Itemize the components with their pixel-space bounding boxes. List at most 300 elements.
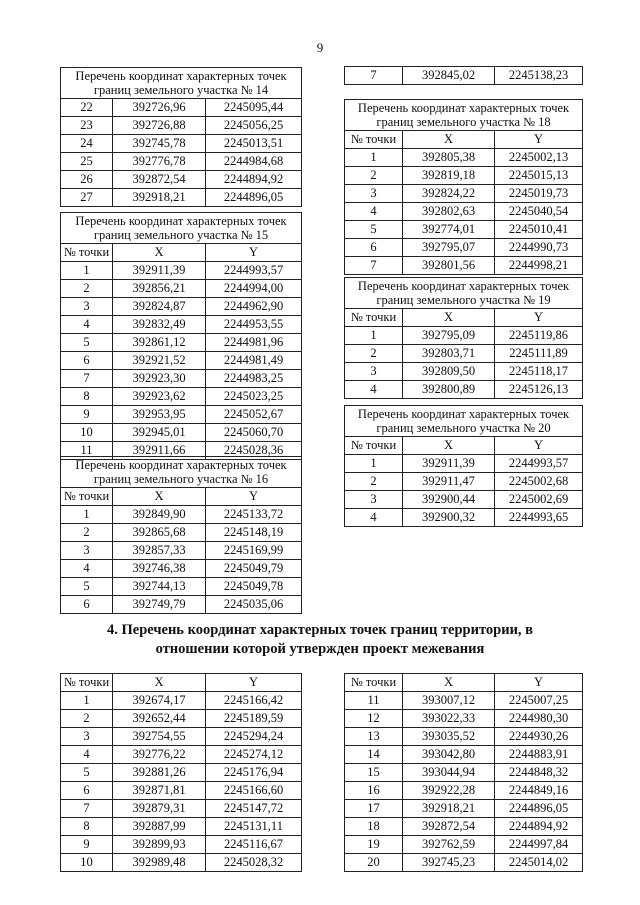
point-number: 5 — [345, 221, 403, 239]
coord-x: 392945,01 — [113, 424, 206, 442]
coord-y: 2244849,16 — [495, 782, 583, 800]
coord-y: 2245274,12 — [206, 746, 302, 764]
point-number: 5 — [61, 334, 113, 352]
point-number: 1 — [61, 262, 113, 280]
table-row — [61, 117, 302, 135]
point-number: 2 — [61, 280, 113, 298]
coord-x: 392923,62 — [113, 388, 206, 406]
table-row — [61, 800, 302, 818]
coord-y: 2245169,99 — [206, 542, 302, 560]
coord-x: 392652,44 — [113, 710, 206, 728]
table-row — [61, 506, 302, 524]
point-number: 7 — [345, 67, 403, 85]
coord-table-plot-19 — [344, 277, 583, 399]
coord-y: 2244962,90 — [206, 298, 302, 316]
table-row — [345, 203, 583, 221]
coord-y: 2244980,30 — [495, 710, 583, 728]
header-point-number: № точки — [345, 674, 403, 692]
header-x: X — [113, 244, 206, 262]
table-row — [61, 524, 302, 542]
table-row — [345, 710, 583, 728]
coord-x: 392881,26 — [113, 764, 206, 782]
coord-x: 392911,47 — [403, 473, 495, 491]
point-number: 11 — [61, 442, 113, 460]
coord-x: 392911,39 — [403, 455, 495, 473]
table-row — [61, 424, 302, 442]
table-caption-row — [345, 100, 583, 131]
coord-x: 393044,94 — [403, 764, 495, 782]
point-number: 22 — [61, 99, 113, 117]
caption-line1: Перечень координат характерных точек — [357, 101, 570, 115]
table-caption — [61, 457, 302, 488]
point-number: 7 — [61, 800, 113, 818]
caption-line1: Перечень координат характерных точек — [75, 458, 287, 472]
point-number: 8 — [61, 818, 113, 836]
header-x: X — [403, 131, 495, 149]
table-row — [61, 352, 302, 370]
coord-table-plot-16 — [60, 456, 302, 614]
section-4-heading-line2: отношении которой утвержден проект межевания — [155, 641, 485, 657]
coord-table-continued — [344, 66, 583, 85]
coord-y: 2245147,72 — [206, 800, 302, 818]
table-caption-row — [61, 213, 302, 244]
coord-table-plot-18 — [344, 99, 583, 275]
coord-y: 2244981,96 — [206, 334, 302, 352]
caption-line2: границ земельного участка № 14 — [93, 83, 269, 97]
coord-y: 2245002,13 — [495, 149, 583, 167]
coord-x: 392989,48 — [113, 854, 206, 872]
table-row — [61, 316, 302, 334]
point-number: 1 — [61, 692, 113, 710]
table-header-row — [345, 674, 583, 692]
table-row — [345, 692, 583, 710]
coord-x: 392856,21 — [113, 280, 206, 298]
table-caption — [61, 68, 302, 99]
table-row — [61, 262, 302, 280]
coord-y: 2245138,23 — [495, 67, 583, 85]
point-number: 26 — [61, 171, 113, 189]
coord-x: 392762,59 — [403, 836, 495, 854]
table-row — [61, 99, 302, 117]
table-row — [61, 189, 302, 207]
coord-x: 392845,02 — [403, 67, 495, 85]
table-row — [61, 406, 302, 424]
header-y: Y — [206, 674, 302, 692]
table-header-row — [345, 309, 583, 327]
table-row — [61, 692, 302, 710]
coord-x: 392865,68 — [113, 524, 206, 542]
table-row — [345, 746, 583, 764]
point-number: 4 — [61, 560, 113, 578]
coord-y: 2245189,59 — [206, 710, 302, 728]
coord-y: 2245014,02 — [495, 854, 583, 872]
header-x: X — [403, 309, 495, 327]
header-point-number: № точки — [345, 131, 403, 149]
table-row — [61, 746, 302, 764]
coord-y: 2244896,05 — [495, 800, 583, 818]
coord-x: 392674,17 — [113, 692, 206, 710]
header-x: X — [113, 488, 206, 506]
coord-y: 2245023,25 — [206, 388, 302, 406]
coord-x: 392744,13 — [113, 578, 206, 596]
point-number: 27 — [61, 189, 113, 207]
coord-y: 2245010,41 — [495, 221, 583, 239]
point-number: 10 — [61, 854, 113, 872]
coord-x: 392800,89 — [403, 381, 495, 399]
table-row — [61, 153, 302, 171]
table-caption — [345, 278, 583, 309]
coord-y: 2245118,17 — [495, 363, 583, 381]
caption-line1: Перечень координат характерных точек — [357, 279, 570, 293]
coord-y: 2245013,51 — [206, 135, 302, 153]
table-caption — [345, 100, 583, 131]
coord-x: 392776,22 — [113, 746, 206, 764]
table-row — [61, 782, 302, 800]
coord-y: 2245176,94 — [206, 764, 302, 782]
table-row — [61, 542, 302, 560]
coord-y: 2245002,69 — [495, 491, 583, 509]
coord-y: 2245126,13 — [495, 381, 583, 399]
coord-y: 2244930,26 — [495, 728, 583, 746]
coord-y: 2244894,92 — [206, 171, 302, 189]
table-row — [61, 298, 302, 316]
coord-y: 2244983,25 — [206, 370, 302, 388]
table-row — [345, 327, 583, 345]
table-caption-row — [345, 406, 583, 437]
coord-x: 392918,21 — [403, 800, 495, 818]
coord-y: 2245015,13 — [495, 167, 583, 185]
header-point-number: № точки — [345, 437, 403, 455]
coord-x: 392754,55 — [113, 728, 206, 746]
coord-y: 2245028,32 — [206, 854, 302, 872]
header-y: Y — [495, 309, 583, 327]
coord-x: 392953,95 — [113, 406, 206, 424]
coord-x: 392849,90 — [113, 506, 206, 524]
table-row — [345, 149, 583, 167]
coord-x: 392802,63 — [403, 203, 495, 221]
coord-y: 2244953,55 — [206, 316, 302, 334]
table-row — [345, 67, 583, 85]
coord-x: 392745,23 — [403, 854, 495, 872]
point-number: 5 — [61, 578, 113, 596]
point-number: 3 — [61, 542, 113, 560]
coord-x: 392726,96 — [113, 99, 206, 117]
coord-x: 392819,18 — [403, 167, 495, 185]
coord-y: 2245119,86 — [495, 327, 583, 345]
table-row — [61, 836, 302, 854]
table-row — [345, 728, 583, 746]
coord-y: 2245133,72 — [206, 506, 302, 524]
coord-y: 2245007,25 — [495, 692, 583, 710]
coord-x: 393035,52 — [403, 728, 495, 746]
coord-x: 392803,71 — [403, 345, 495, 363]
coord-y: 2244883,91 — [495, 746, 583, 764]
point-number: 4 — [345, 381, 403, 399]
coord-x: 392776,78 — [113, 153, 206, 171]
point-number: 7 — [61, 370, 113, 388]
coord-x: 392745,78 — [113, 135, 206, 153]
point-number: 12 — [345, 710, 403, 728]
header-y: Y — [495, 437, 583, 455]
coord-x: 392887,99 — [113, 818, 206, 836]
point-number: 6 — [345, 239, 403, 257]
coord-y: 2244981,49 — [206, 352, 302, 370]
header-y: Y — [206, 488, 302, 506]
table-row — [61, 388, 302, 406]
table-header-row — [61, 488, 302, 506]
table-row — [345, 782, 583, 800]
page-number: 9 — [316, 40, 324, 55]
coord-y: 2244993,57 — [495, 455, 583, 473]
table-row — [345, 818, 583, 836]
table-row — [345, 854, 583, 872]
territory-coord-table-left — [60, 673, 302, 872]
table-row — [345, 257, 583, 275]
coord-x: 392746,38 — [113, 560, 206, 578]
point-number: 6 — [61, 596, 113, 614]
point-number: 2 — [61, 524, 113, 542]
table-header-row — [345, 131, 583, 149]
coord-x: 392900,44 — [403, 491, 495, 509]
table-row — [345, 345, 583, 363]
caption-line1: Перечень координат характерных точек — [357, 407, 570, 421]
coord-x: 392872,54 — [113, 171, 206, 189]
table-row — [345, 764, 583, 782]
point-number: 2 — [61, 710, 113, 728]
coord-x: 392805,38 — [403, 149, 495, 167]
coord-x: 392871,81 — [113, 782, 206, 800]
point-number: 15 — [345, 764, 403, 782]
header-x: X — [113, 674, 206, 692]
coord-table-plot-20 — [344, 405, 583, 527]
header-point-number: № точки — [61, 488, 113, 506]
point-number: 18 — [345, 818, 403, 836]
point-number: 1 — [61, 506, 113, 524]
coord-y: 2245095,44 — [206, 99, 302, 117]
point-number: 19 — [345, 836, 403, 854]
coord-y: 2245002,68 — [495, 473, 583, 491]
coord-y: 2244896,05 — [206, 189, 302, 207]
header-y: Y — [495, 674, 583, 692]
coord-y: 2245049,78 — [206, 578, 302, 596]
caption-line1: Перечень координат характерных точек — [75, 214, 287, 228]
table-row — [61, 764, 302, 782]
coord-y: 2245056,25 — [206, 117, 302, 135]
table-caption-row — [61, 457, 302, 488]
table-row — [345, 239, 583, 257]
point-number: 3 — [345, 185, 403, 203]
table-row — [61, 728, 302, 746]
point-number: 17 — [345, 800, 403, 818]
point-number: 6 — [61, 352, 113, 370]
table-row — [61, 370, 302, 388]
coord-y: 2245166,42 — [206, 692, 302, 710]
coord-x: 392900,32 — [403, 509, 495, 527]
coord-x: 392899,93 — [113, 836, 206, 854]
table-row — [345, 185, 583, 203]
table-row — [61, 710, 302, 728]
coord-x: 393042,80 — [403, 746, 495, 764]
table-row — [61, 171, 302, 189]
table-row — [61, 334, 302, 352]
coord-y: 2244994,00 — [206, 280, 302, 298]
header-x: X — [403, 437, 495, 455]
coord-y: 2245028,36 — [206, 442, 302, 460]
table-caption-row — [61, 68, 302, 99]
point-number: 14 — [345, 746, 403, 764]
coord-x: 392726,88 — [113, 117, 206, 135]
point-number: 3 — [345, 363, 403, 381]
table-row — [345, 491, 583, 509]
coord-table-plot-14 — [60, 67, 302, 207]
coord-y: 2245040,54 — [495, 203, 583, 221]
point-number: 4 — [345, 509, 403, 527]
table-row — [61, 818, 302, 836]
point-number: 16 — [345, 782, 403, 800]
coord-x: 392749,79 — [113, 596, 206, 614]
coord-x: 392801,56 — [403, 257, 495, 275]
point-number: 24 — [61, 135, 113, 153]
point-number: 7 — [345, 257, 403, 275]
point-number: 3 — [61, 728, 113, 746]
table-row — [61, 560, 302, 578]
coord-x: 392857,33 — [113, 542, 206, 560]
point-number: 8 — [61, 388, 113, 406]
table-row — [345, 167, 583, 185]
territory-coord-table-right — [344, 673, 583, 872]
point-number: 3 — [345, 491, 403, 509]
coord-y: 2244894,92 — [495, 818, 583, 836]
point-number: 4 — [61, 746, 113, 764]
coord-x: 392795,09 — [403, 327, 495, 345]
point-number: 1 — [345, 455, 403, 473]
table-caption — [61, 213, 302, 244]
table-header-row — [61, 674, 302, 692]
section-4-heading — [60, 621, 580, 659]
coord-y: 2245052,67 — [206, 406, 302, 424]
coord-x: 392921,52 — [113, 352, 206, 370]
coord-x: 392922,28 — [403, 782, 495, 800]
coord-x: 392918,21 — [113, 189, 206, 207]
coord-y: 2245019,73 — [495, 185, 583, 203]
point-number: 10 — [61, 424, 113, 442]
coord-y: 2245035,06 — [206, 596, 302, 614]
table-caption — [345, 406, 583, 437]
table-row — [345, 381, 583, 399]
coord-y: 2245166,60 — [206, 782, 302, 800]
point-number: 2 — [345, 345, 403, 363]
point-number: 4 — [61, 316, 113, 334]
coord-x: 392861,12 — [113, 334, 206, 352]
point-number: 2 — [345, 473, 403, 491]
table-header-row — [345, 437, 583, 455]
table-header-row — [61, 244, 302, 262]
point-number: 2 — [345, 167, 403, 185]
coord-y: 2244993,57 — [206, 262, 302, 280]
coord-y: 2245294,24 — [206, 728, 302, 746]
caption-line2: границ земельного участка № 20 — [376, 421, 551, 435]
coord-x: 392879,31 — [113, 800, 206, 818]
table-row — [61, 280, 302, 298]
coord-y: 2244997,84 — [495, 836, 583, 854]
caption-line2: границ земельного участка № 15 — [93, 228, 269, 242]
coord-y: 2245148,19 — [206, 524, 302, 542]
coord-y: 2245111,89 — [495, 345, 583, 363]
point-number: 13 — [345, 728, 403, 746]
table-row — [345, 221, 583, 239]
point-number: 11 — [345, 692, 403, 710]
coord-y: 2244984,68 — [206, 153, 302, 171]
table-row — [61, 596, 302, 614]
header-point-number: № точки — [345, 309, 403, 327]
section-4-heading-line1: 4. Перечень координат характерных точек границ территории, в — [106, 622, 534, 638]
coord-y: 2244998,21 — [495, 257, 583, 275]
table-row — [61, 854, 302, 872]
header-y: Y — [206, 244, 302, 262]
coord-y: 2245116,67 — [206, 836, 302, 854]
coord-x: 393022,33 — [403, 710, 495, 728]
point-number: 23 — [61, 117, 113, 135]
point-number: 6 — [61, 782, 113, 800]
coord-x: 392872,54 — [403, 818, 495, 836]
point-number: 20 — [345, 854, 403, 872]
table-row — [345, 455, 583, 473]
point-number: 1 — [345, 327, 403, 345]
header-x: X — [403, 674, 495, 692]
table-row — [61, 578, 302, 596]
coord-x: 392832,49 — [113, 316, 206, 334]
coord-table-plot-15 — [60, 212, 302, 460]
header-point-number: № точки — [61, 674, 113, 692]
coord-y: 2244848,32 — [495, 764, 583, 782]
caption-line2: границ земельного участка № 16 — [93, 472, 269, 486]
coord-x: 392911,66 — [113, 442, 206, 460]
point-number: 5 — [61, 764, 113, 782]
table-row — [345, 836, 583, 854]
caption-line1: Перечень координат характерных точек — [75, 69, 287, 83]
point-number: 4 — [345, 203, 403, 221]
table-row — [61, 135, 302, 153]
table-row — [345, 509, 583, 527]
table-caption-row — [345, 278, 583, 309]
table-row — [345, 800, 583, 818]
coord-x: 392774,01 — [403, 221, 495, 239]
point-number: 1 — [345, 149, 403, 167]
coord-y: 2244990,73 — [495, 239, 583, 257]
coord-x: 392824,22 — [403, 185, 495, 203]
coord-x: 392809,50 — [403, 363, 495, 381]
table-row — [345, 363, 583, 381]
point-number: 9 — [61, 836, 113, 854]
caption-line2: границ земельного участка № 19 — [376, 293, 551, 307]
coord-x: 392795,07 — [403, 239, 495, 257]
coord-y: 2244993,65 — [495, 509, 583, 527]
coord-y: 2245131,11 — [206, 818, 302, 836]
point-number: 3 — [61, 298, 113, 316]
coord-x: 392911,39 — [113, 262, 206, 280]
coord-x: 393007,12 — [403, 692, 495, 710]
coord-x: 392923,30 — [113, 370, 206, 388]
coord-y: 2245060,70 — [206, 424, 302, 442]
header-y: Y — [495, 131, 583, 149]
caption-line2: границ земельного участка № 18 — [376, 115, 551, 129]
header-point-number: № точки — [61, 244, 113, 262]
coord-x: 392824,87 — [113, 298, 206, 316]
point-number: 9 — [61, 406, 113, 424]
point-number: 25 — [61, 153, 113, 171]
coord-y: 2245049,79 — [206, 560, 302, 578]
table-row — [345, 473, 583, 491]
